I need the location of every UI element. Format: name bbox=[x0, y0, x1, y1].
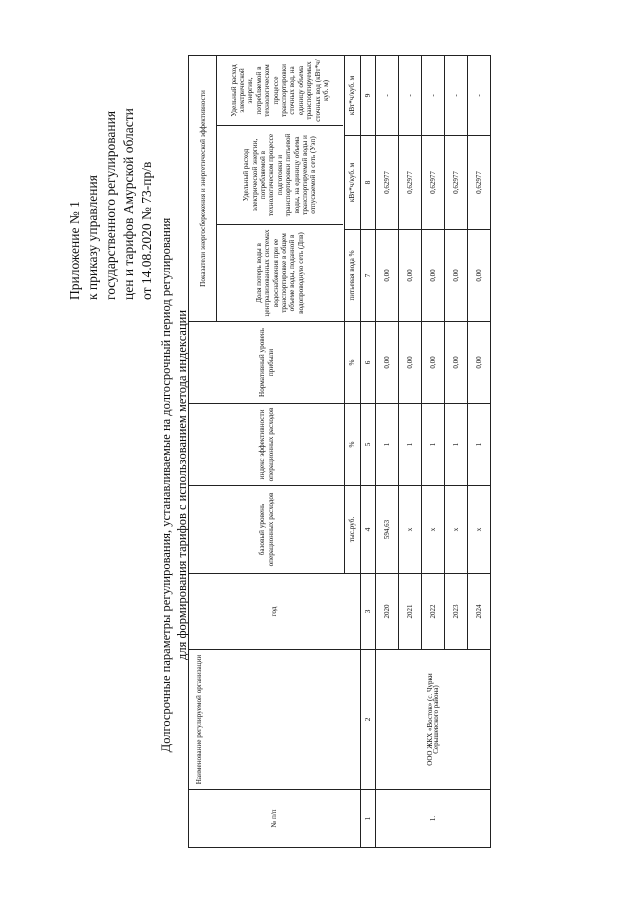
cell-year: 2022 bbox=[422, 574, 445, 650]
cell-index: 1 bbox=[468, 404, 491, 486]
appendix-authority-line: государственного регулирования bbox=[103, 110, 118, 300]
header-org: Наименование регулируемой организации bbox=[189, 650, 361, 790]
col-number: 7 bbox=[361, 230, 376, 322]
cell-loss: 0,00 bbox=[376, 230, 399, 322]
unit-energy-waste: кВт*ч/куб. м bbox=[345, 55, 361, 135]
unit-index: % bbox=[345, 404, 361, 486]
header-base-opex: базовый уровень операционных расходов bbox=[189, 486, 345, 574]
cell-index: 1 bbox=[422, 404, 445, 486]
cell-energy-waste: - bbox=[376, 55, 399, 135]
col-number: 2 bbox=[361, 650, 376, 790]
cell-index: 1 bbox=[399, 404, 422, 486]
header-efficiency-index: индекс эффективности операционных расходов bbox=[189, 404, 345, 486]
cell-profit: 0,00 bbox=[445, 322, 468, 404]
unit-base: тыс.руб. bbox=[345, 486, 361, 574]
cell-year: 2023 bbox=[445, 574, 468, 650]
appendix-region-line: цен и тарифов Амурской области bbox=[121, 108, 136, 300]
cell-base: х bbox=[468, 486, 491, 574]
cell-loss: 0,00 bbox=[468, 230, 491, 322]
cell-base: х bbox=[445, 486, 468, 574]
cell-energy-waste: - bbox=[422, 55, 445, 135]
col-number: 6 bbox=[361, 322, 376, 404]
header-energy-group: Показатели энергосбережения и энергетической эффективности bbox=[190, 56, 217, 321]
col-number: 9 bbox=[361, 55, 376, 135]
cell-year: 2020 bbox=[376, 574, 399, 650]
cell-energy-water: 0,62977 bbox=[422, 136, 445, 230]
col-number: 5 bbox=[361, 404, 376, 486]
cell-loss: 0,00 bbox=[399, 230, 422, 322]
header-num: № п/п bbox=[189, 790, 361, 848]
cell-energy-water: 0,62977 bbox=[445, 136, 468, 230]
cell-energy-waste: - bbox=[468, 55, 491, 135]
header-water-loss: Доля потерь воды в централизованных системах водоснабжения при ее транспортировке в общем объеме воды, поданной в водопроводную сеть (Дпв) bbox=[217, 224, 343, 321]
document-title-line1: Долгосрочные параметры регулирования, устанавливаемые на долгосрочный период регулирования bbox=[159, 217, 173, 753]
appendix-order-line: к приказу управления bbox=[85, 175, 100, 300]
header-year: год bbox=[189, 574, 361, 650]
cell-energy-waste: - bbox=[399, 55, 422, 135]
appendix-date-line: от 14.08.2020 № 73-пр/в bbox=[139, 161, 154, 300]
unit-profit: % bbox=[345, 322, 361, 404]
column-numbers-row bbox=[361, 55, 376, 847]
unit-loss: питьевая вода % bbox=[345, 230, 361, 322]
appendix-number: Приложение № 1 bbox=[67, 201, 82, 300]
table-row bbox=[376, 55, 399, 847]
cell-year: 2021 bbox=[399, 574, 422, 650]
col-number: 1 bbox=[361, 790, 376, 848]
cell-base: х bbox=[422, 486, 445, 574]
cell-loss: 0,00 bbox=[422, 230, 445, 322]
cell-energy-waste: - bbox=[445, 55, 468, 135]
parameters-table bbox=[188, 55, 491, 848]
header-profit-level: Нормативный уровень прибыли bbox=[189, 322, 345, 404]
cell-profit: 0,00 bbox=[376, 322, 399, 404]
unit-energy-water: кВт*ч/куб. м bbox=[345, 136, 361, 230]
header-energy-water: Удельный расход электрической энергии, потребляемой в технологическом процессе подготовки и транспортировки питьевой воды, на единицу объема транспортируемой воды и отпускаемой в сеть (Уэп) bbox=[217, 125, 343, 224]
document-title-line2: для формирования тарифов с использованием метода индексации bbox=[175, 309, 189, 661]
cell-year: 2024 bbox=[468, 574, 491, 650]
cell-index: 1 bbox=[376, 404, 399, 486]
cell-base: 594,63 bbox=[376, 486, 399, 574]
cell-profit: 0,00 bbox=[468, 322, 491, 404]
cell-base: х bbox=[399, 486, 422, 574]
header-energy-group-cell bbox=[189, 55, 345, 321]
cell-profit: 0,00 bbox=[399, 322, 422, 404]
header-energy-wastewater: Удельный расход электрической энергии, потребляемой в технологическом процессе транспортировки сточных вод, на единицу объема транспортируемых сточных вод (кВт*ч/куб. м) bbox=[229, 59, 331, 122]
cell-energy-water: 0,62977 bbox=[468, 136, 491, 230]
parameters-table-wrap bbox=[188, 56, 491, 848]
cell-energy-water: 0,62977 bbox=[376, 136, 399, 230]
cell-energy-water: 0,62977 bbox=[399, 136, 422, 230]
org-number: 1. bbox=[376, 790, 491, 848]
col-number: 4 bbox=[361, 486, 376, 574]
cell-profit: 0,00 bbox=[422, 322, 445, 404]
col-number: 3 bbox=[361, 574, 376, 650]
org-name: ООО ЖКХ «Восток» (с. Чурки Серышевского района) bbox=[376, 650, 491, 790]
col-number: 8 bbox=[361, 136, 376, 230]
table-header-row bbox=[189, 55, 345, 847]
cell-index: 1 bbox=[445, 404, 468, 486]
cell-loss: 0,00 bbox=[445, 230, 468, 322]
